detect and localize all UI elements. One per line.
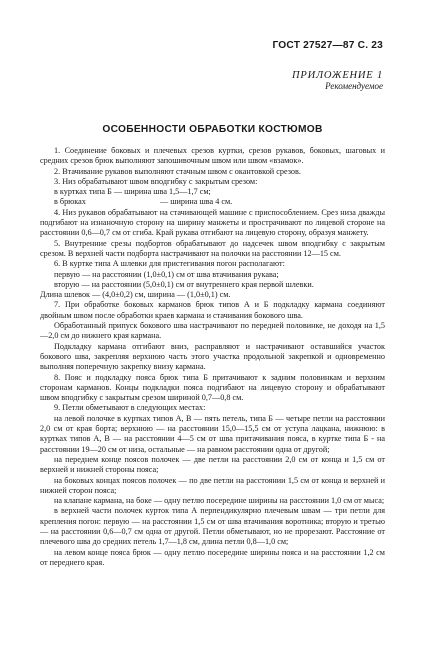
paragraph-7: 7. При обработке боковых карманов брюк типов А и Б подкладку кармана соединяют двойным швом после обработки краев кармана и стачивания бокового шва. [40,300,385,320]
paragraph-3-item-b [40,197,385,207]
paragraph-7-continuation-2: Подкладку кармана отгибают вниз, расправляют и настрачивают оставшийся участок бокового шва, закрепляя верхнюю часть этого участка продольной закрепкой и одновременно выполняя поперечную закрепку внизу кармана. [40,341,385,372]
paragraph-9-item-5: в верхней части полочек курток типа А перпендикулярно плечевым швам — три петли для крепления погон: первую — на расстоянии 1,5 см от шва втачивания воротника; вторую и третью — на расстоянии 0,6—0,7 см одна от другой. Петли обметывают, но не прорезают. Расстояние от плечевого шва до средних петель 1,7—1,8 см, длина петли 0,8—1,0 см; [40,506,385,547]
paragraph-6-item-2: вторую — на расстоянии (5,0±0,1) см от внутреннего края первой шлевки. [54,279,314,289]
paragraph-9: 9. Петли обметывают в следующих местах: [54,403,206,413]
paragraph-4: 4. Низ рукавов обрабатывают на стачивающей машине с приспособлением. Срез низа дважды подгибают на изнаночную сторону на ширину манжеты и прострачивают по лицевой стороне на расстоянии 0,6—0,7 см от сгиба. Край рукава отгибают на лицевую сторону, образуя манжету. [40,207,385,238]
appendix-label: ПРИЛОЖЕНИЕ 1 [292,70,383,81]
paragraph-9-item-4: на клапане кармана, на боке — одну петлю посередине ширины на расстоянии 1,0 см от мыса; [54,496,385,506]
paragraph-5: 5. Внутренние срезы подбортов обрабатывают до надсечек швом вподгибку с закрытым срезом. В верхней части подборта настрачивают на полочки на расстоянии 12—15 см. [40,238,385,258]
section-title: ОСОБЕННОСТИ ОБРАБОТКИ КОСТЮМОВ [102,124,323,135]
paragraph-3-item-a [40,187,385,197]
paragraph-7-continuation: Обработанный припуск бокового шва настрачивают по передней половинке, не доходя на 1,5—2,0 см до нижнего края кармана. [40,321,385,341]
document-body [40,146,385,568]
paragraph-3: 3. Низ обрабатывают швом вподгибку с закрытым срезом: [54,176,258,186]
paragraph-8: 8. Пояс и подкладку пояса брюк типа Б притачивают к задним половинкам и верхним сторонам карманов. Концы подкладки пояса подгибают на лицевую сторону и обрабатывают швом вподгибку с закрытым срезом шириной 0,7—0,8 см. [40,372,385,403]
paragraph-1: 1. Соединение боковых и плечевых срезов куртки, срезов рукавов, боковых, шаговых и средних срезов брюк выполняют запошивочным швом или швом «взамок». [40,146,385,166]
page-header: ГОСТ 27527—87 С. 23 [272,40,383,51]
paragraph-6: 6. В куртке типа А шлевки для пристегивания погон располагают: [54,259,285,269]
paragraph-3-item-b-value: — ширина шва 4 см. [160,197,233,207]
paragraph-9-item-3: на боковых концах поясов полочек — по две петли на расстоянии 1,5 см от конца и верхней и нижней сторон пояса; [40,475,385,495]
paragraph-3-item-b-label: в брюках [54,197,86,207]
paragraph-2: 2. Втачивание рукавов выполняют стачным швом с окантовкой срезов. [54,166,301,176]
paragraph-6-note: Длина шлевок — (4,0±0,2) см, ширина — (1,0±0,1) см. [40,290,231,300]
paragraph-9-item-2: на переднем конце поясов полочек — две петли на расстоянии 2,0 см от конца и 1,5 см от верхней и нижней стороны пояса; [40,454,385,475]
appendix-label-block [292,70,383,92]
paragraph-6-item-1: первую — на расстоянии (1,0±0,1) см от шва втачивания рукава; [54,269,279,279]
paragraph-9-item-6: на левом конце пояса брюк — одну петлю посередине ширины пояса и на расстоянии 1,2 см от переднего края. [40,547,385,567]
paragraph-9-item-1: на левой полочке в куртках типов А, В — пять петель, типа Б — четыре петли на расстоянии 2,0 см от края борта; верхнюю — на расстоянии 15,0—15,5 см от уступа лацкана, нижнюю: в куртках типов А, В — на расстоянии 4—5 см от шва притачивания пояса, в куртке типа Б - на расстоянии 19—20 см от низа, остальные — на равном расстоянии одна от другой; [40,413,385,454]
paragraph-3-item-a-text: в куртках типа Б — ширина шва 1,5—1,7 см; [54,187,211,197]
appendix-note: Рекомендуемое [325,81,383,91]
